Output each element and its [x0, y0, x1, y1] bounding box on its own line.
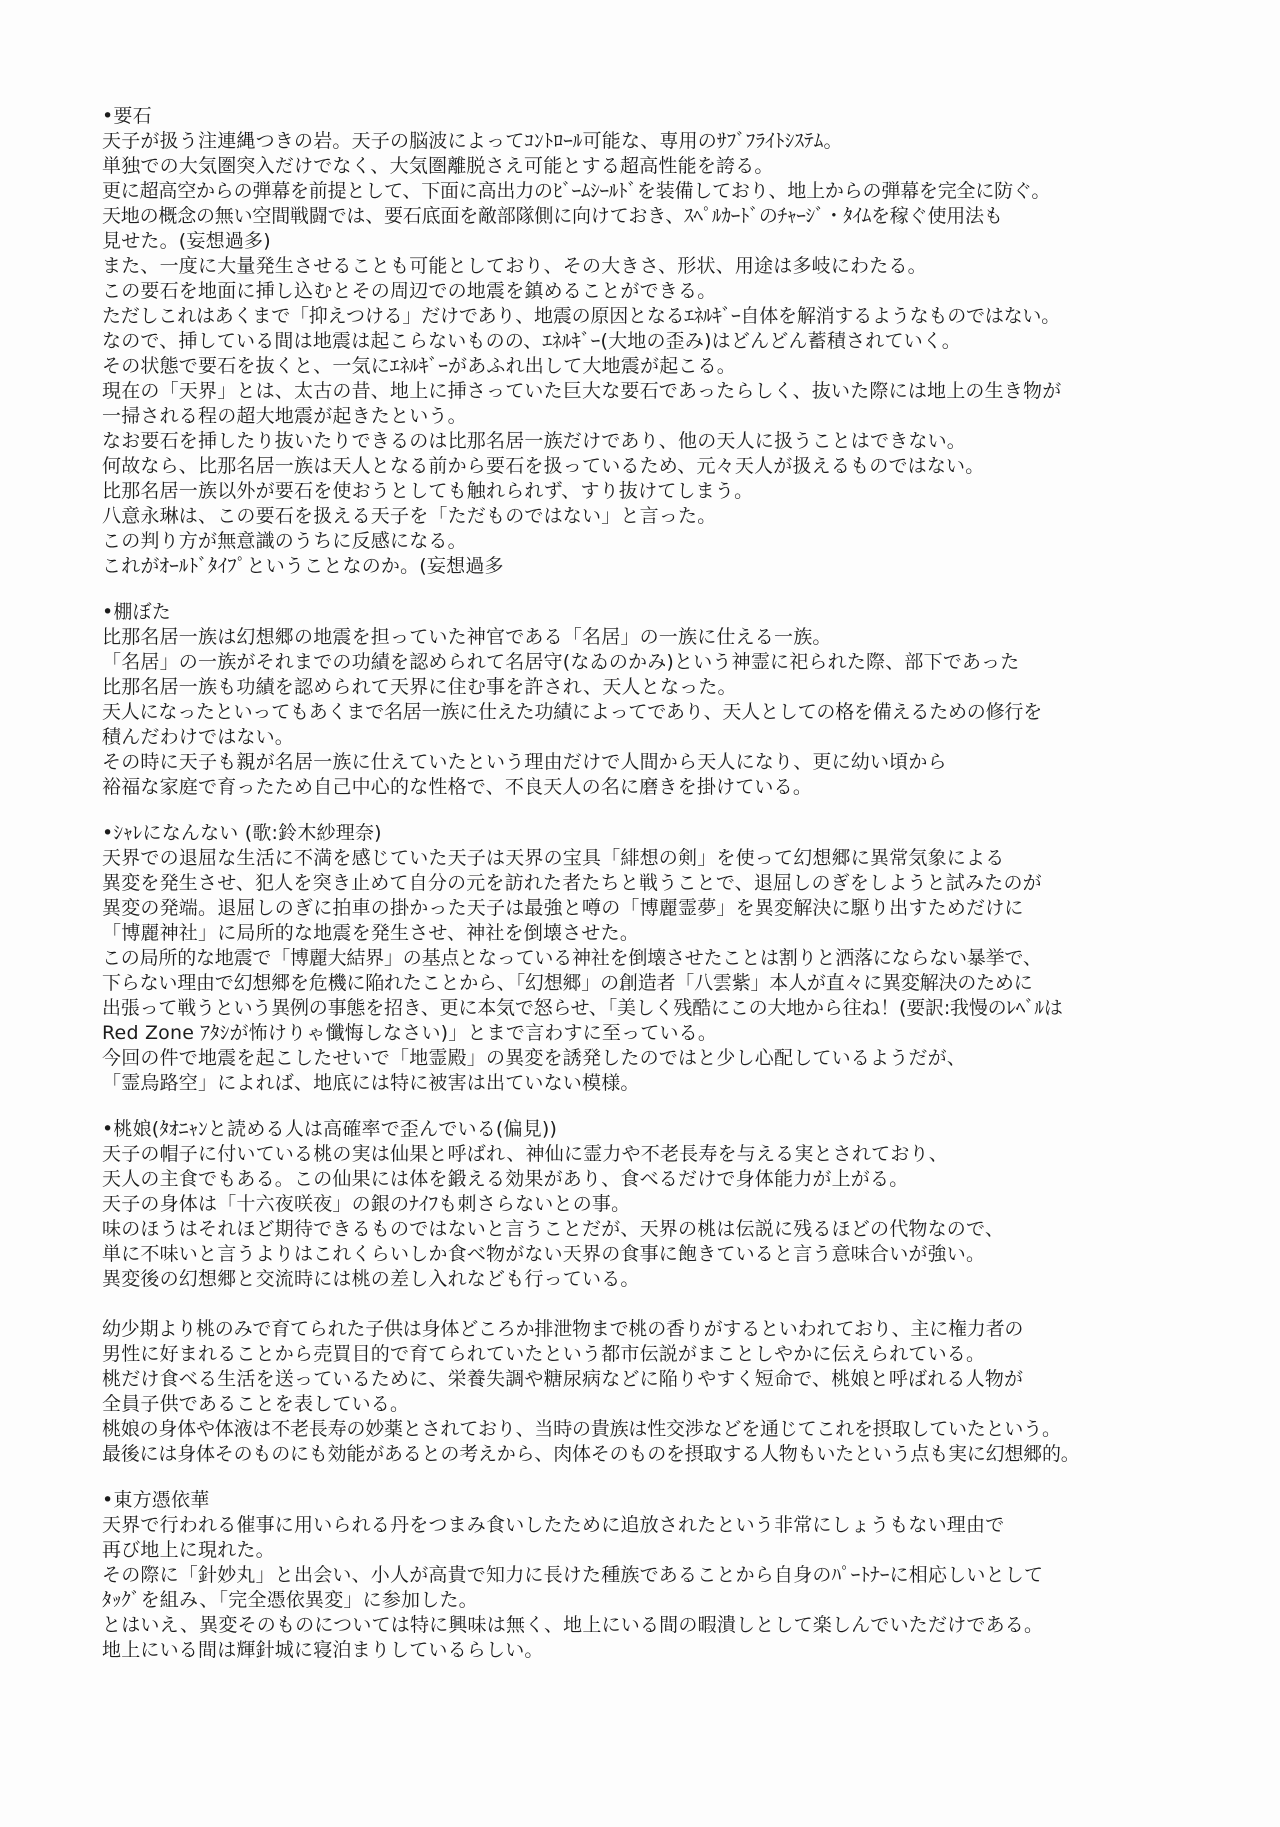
paragraph: [102, 1513, 1252, 1663]
text-line: 今回の件で地震を起こしたせいで「地霊殿」の異変を誘発したのではと少し心配しているようだが、: [102, 1047, 967, 1069]
text-line: 再び地上に現れた。: [102, 1539, 275, 1561]
text-line: ただしこれはあくまで「抑えつける」だけであり、地震の原因となるｴﾈﾙｷﾞｰ自体を解消するようなものではない。: [102, 305, 1061, 327]
text-line: 天子の帽子に付いている桃の実は仙果と呼ばれ、神仙に霊力や不老長寿を与える実とされており、: [102, 1143, 948, 1165]
text-line: 現在の「天界」とは、太古の昔、地上に挿さっていた巨大な要石であったらしく、抜いた際には地上の生き物が: [102, 380, 1062, 402]
text-line: 下らない理由で幻想郷を危機に陥れたことから、「幻想郷」の創造者「八雲紫」本人が直々に異変解決のために: [102, 972, 1033, 994]
text-line: なお要石を挿したり抜いたりできるのは比那名居一族だけであり、他の天人に扱うことはできない。: [102, 430, 967, 452]
text-line: 一掃される程の超大地震が起きたという。: [102, 405, 467, 427]
paragraph: [102, 846, 1252, 1096]
text-line: 比那名居一族は幻想郷の地震を担っていた神官である「名居」の一族に仕える一族。: [102, 626, 832, 648]
text-line: 見せた。(妄想過多): [102, 230, 271, 252]
text-line: 男性に好まれることから売買目的で育てられていたという都市伝説がまことしやかに伝えられている。: [102, 1343, 986, 1365]
text-line: 単独での大気圏突入だけでなく、大気圏離脱さえ可能とする超高性能を誇る。: [102, 155, 774, 177]
text-line: 比那名居一族も功績を認められて天界に住む事を許され、天人となった。: [102, 676, 737, 698]
text-line: 地上にいる間は輝針城に寝泊まりしているらしい。: [102, 1639, 544, 1661]
text-line: 全員子供であることを表している。: [102, 1393, 410, 1415]
text-line: 八意永琳は、この要石を扱える天子を「ただものではない」と言った。: [102, 505, 717, 527]
text-line: その際に「針妙丸」と出会い、小人が高貴で知力に長けた種族であることから自身のﾊﾟｰﾄﾅｰに相応しいとして: [102, 1564, 1044, 1586]
section-kanameishi: [102, 104, 1252, 579]
text-line: 味のほうはそれほど期待できるものではないと言うことだが、天界の桃は伝説に残るほどの代物なので、: [102, 1218, 1005, 1240]
text-line: 天子が扱う注連縄つきの岩。天子の脳波によってｺﾝﾄﾛｰﾙ可能な、専用のｻﾌﾞﾌﾗｲﾄｼｽﾃﾑ。: [102, 130, 843, 152]
text-line: なので、挿している間は地震は起こらないものの、ｴﾈﾙｷﾞｰ(大地の歪み)はどんどん蓄積されていく。: [102, 330, 961, 352]
text-line: 「名居」の一族がそれまでの功績を認められて名居守(なゐのかみ)という神霊に祀られた際、部下であった: [102, 651, 1020, 673]
text-line: 異変後の幻想郷と交流時には桃の差し入れなども行っている。: [102, 1268, 640, 1290]
text-line: 天人になったといってもあくまで名居一族に仕えた功績によってであり、天人としての格を備えるための修行を: [102, 701, 1043, 723]
text-line: 比那名居一族以外が要石を使おうとしても触れられず、すり抜けてしまう。: [102, 480, 754, 502]
section-heading: •東方憑依華: [102, 1489, 210, 1511]
section-touhou-hyouibana: [102, 1488, 1252, 1663]
text-line: この局所的な地震で「博麗大結界」の基点となっている神社を倒壊させたことは割りと洒落にならない暴挙で、: [102, 947, 1042, 969]
text-line: 天界で行われる催事に用いられる丹をつまみ食いしたために追放されたという非常にしょうもない理由で: [102, 1514, 1005, 1536]
text-line: 幼少期より桃のみで育てられた子供は身体どころか排泄物まで桃の香りがするといわれており、主に権力者の: [102, 1318, 1024, 1340]
text-line: この要石を地面に挿し込むとその周辺での地震を鎮めることができる。: [102, 280, 717, 302]
section-taoniang: [102, 1117, 1252, 1467]
text-line: 最後には身体そのものにも効能があるとの考えから、肉体そのものを摂取する人物もいたという点も実に幻想郷的。: [102, 1443, 1080, 1465]
text-line: Red Zone ｱﾀｼが怖けりゃ懺悔しなさい)」とまで言わすに至っている。: [102, 1022, 718, 1044]
paragraph: [102, 1317, 1252, 1467]
text-line: 単に不味いと言うよりはこれくらいしか食べ物がない天界の食事に飽きていると言う意味合いが強い。: [102, 1243, 986, 1265]
text-line: 積んだわけではない。: [102, 726, 295, 748]
section-tanabota: [102, 600, 1252, 800]
text-line: ﾀｯｸﾞを組み、「完全憑依異変」に参加した。: [102, 1589, 478, 1611]
text-line: 天地の概念の無い空間戦闘では、要石底面を敵部隊側に向けておき、ｽﾍﾟﾙｶｰﾄﾞのﾁｬｰｼﾞ・ﾀｲﾑを稼ぐ使用法も: [102, 205, 1003, 227]
page-content: [102, 104, 1252, 1684]
text-line: 異変を発生させ、犯人を突き止めて自分の元を訪れた者たちと戦うことで、退屈しのぎをしようと試みたのが: [102, 872, 1042, 894]
text-line: 天人の主食でもある。この仙果には体を鍛える効果があり、食べるだけで身体能力が上がる。: [102, 1168, 909, 1190]
section-heading: •ｼｬﾚになんない (歌:鈴木紗理奈): [102, 822, 382, 844]
section-heading: •要石: [102, 105, 152, 127]
text-line: 裕福な家庭で育ったため自己中心的な性格で、不良天人の名に磨きを掛けている。: [102, 776, 813, 798]
paragraph: [102, 1142, 1252, 1292]
text-line: また、一度に大量発生させることも可能としており、その大きさ、形状、用途は多岐にわたる。: [102, 255, 927, 277]
text-line: これがｵｰﾙﾄﾞﾀｲﾌﾟということなのか。(妄想過多: [102, 555, 504, 577]
paragraph: [102, 129, 1252, 579]
text-line: 異変の発端。退屈しのぎに拍車の掛かった天子は最強と噂の「博麗霊夢」を異変解決に駆り出すためだけに: [102, 897, 1024, 919]
text-line: 桃だけ食べる生活を送っているために、栄養失調や糖尿病などに陥りやすく短命で、桃娘と呼ばれる人物が: [102, 1368, 1024, 1390]
text-line: 天子の身体は「十六夜咲夜」の銀のﾅｲﾌも刺さらないとの事。: [102, 1193, 631, 1215]
paragraph: [102, 625, 1252, 800]
section-heading: •桃娘(ﾀｵﾆｬﾝと読める人は高確率で歪んでいる(偏見)): [102, 1118, 558, 1140]
text-line: その状態で要石を抜くと、一気にｴﾈﾙｷﾞｰがあふれ出して大地震が起こる。: [102, 355, 737, 377]
text-line: 「博麗神社」に局所的な地震を発生させ、神社を倒壊させた。: [102, 922, 640, 944]
section-share-ni-nannai: [102, 821, 1252, 1096]
text-line: この判り方が無意識のうちに反感になる。: [102, 530, 467, 552]
text-line: 桃娘の身体や体液は不老長寿の妙薬とされており、当時の貴族は性交渉などを通じてこれを摂取していたという。: [102, 1418, 1061, 1440]
text-line: 「霊烏路空」によれば、地底には特に被害は出ていない模様。: [102, 1072, 640, 1094]
text-line: とはいえ、異変そのものについては特に興味は無く、地上にいる間の暇潰しとして楽しんでいただけである。: [102, 1614, 1044, 1636]
text-line: 出張って戦うという異例の事態を招き、更に本気で怒らせ、「美しく残酷にこの大地から往ね！(要訳:我慢のﾚﾍﾞﾙは: [102, 997, 1063, 1019]
text-line: 天界での退屈な生活に不満を感じていた天子は天界の宝具「緋想の剣」を使って幻想郷に異常気象による: [102, 847, 1005, 869]
text-line: その時に天子も親が名居一族に仕えていたという理由だけで人間から天人になり、更に幼い頃から: [102, 751, 947, 773]
section-heading: •棚ぼた: [102, 601, 172, 623]
text-line: 更に超高空からの弾幕を前提として、下面に高出力のﾋﾞｰﾑｼｰﾙﾄﾞを装備しており、地上からの弾幕を完全に防ぐ。: [102, 180, 1051, 202]
text-line: 何故なら、比那名居一族は天人となる前から要石を扱っているため、元々天人が扱えるものではない。: [102, 455, 985, 477]
